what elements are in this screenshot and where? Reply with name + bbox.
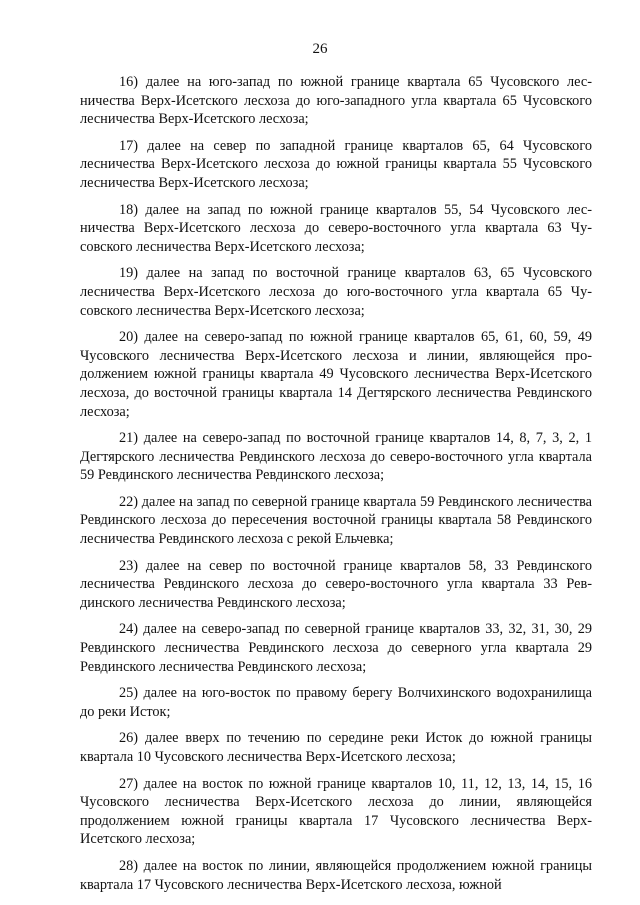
- paragraph-19: 19) далее на запад по восточной границе кварталов 63, 65 Чусовского лесничества Верх-Исетского лесхоза до юго-восточного угла квартала 65 Чусовского лесничества Верх-Исетского лесхоза;: [80, 265, 592, 319]
- paragraph-22: 22) далее на запад по северной границе квартала 59 Ревдинского лесничества Ревдинского лесхоза до пересечения восточной границы квартала 58 Ревдинского лесничества Ревдинского лесхоза с рекой Ельчевка;: [80, 493, 592, 548]
- paragraph-21: 21) далее на северо-запад по восточной границе кварталов 14, 8, 7, 3, 2, 1 Дегтярского лесничества Ревдинского лесхоза до северо-восточного угла квартала 59 Ревдинского лесничества Ревдинского лесхоза;: [80, 430, 592, 484]
- paragraph-17: 17) далее на север по западной границе кварталов 65, 64 Чусовского лесничества Верх-Исетского лесхоза до южной границы квартала 55 Чусовского лесничества Верх-Исетского лесхоза;: [80, 137, 592, 191]
- document-body: [80, 73, 592, 902]
- paragraph-27: 27) далее на восток по южной границе кварталов 10, 11, 12, 13, 14, 15, 16 Чусовского лесничества Верх-Исетского лесхоза до линии, являющейся продолжением южной границы квартала 17 Чусовского лесничества Верх-Исетского лесхоза;: [80, 775, 592, 848]
- paragraph-23: 23) далее на север по восточной границе кварталов 58, 33 Ревдинского лесничества Ревдинского лесхоза до северо-восточного угла квартала 33 Ревдинского лесничества Ревдинского лесхоза;: [80, 557, 592, 611]
- paragraph-24: 24) далее на северо-запад по северной границе кварталов 33, 32, 31, 30, 29 Ревдинского лесничества Ревдинского лесхоза до северного угла квартала 29 Ревдинского лесничества Ревдинского лесхоза;: [80, 621, 592, 675]
- paragraph-26: 26) далее вверх по течению по середине реки Исток до южной границы квартала 10 Чусовского лесничества Верх-Исетского лесхоза;: [80, 730, 592, 765]
- paragraph-16: 16) далее на юго-запад по южной границе квартала 65 Чусовского лесничества Верх-Исетского лесхоза до юго-западного угла квартала 65 Чусовского лесничества Верх-Исетского лесхоза;: [80, 74, 592, 128]
- paragraph-18: 18) далее на запад по южной границе кварталов 55, 54 Чусовского лесничества Верх-Исетского лесхоза до северо-восточного угла квартала 63 Чусовского лесничества Верх-Исетского лесхоза;: [80, 201, 592, 255]
- paragraph-28: 28) далее на восток по линии, являющейся продолжением южной границы квартала 17 Чусовского лесничества Верх-Исетского лесхоза, южной: [80, 857, 592, 893]
- page-number: 26: [312, 41, 328, 57]
- paragraph-20: 20) далее на северо-запад по южной границе кварталов 65, 61, 60, 59, 49 Чусовского лесничества Верх-Исетского лесхоза и линии, являющейся продолжением южной границы квартала 49 Чусовского лесничества Верх-Исетского лесхоза, до восточной границы квартала 14 Дегтярского лесничества Ревдинского лесхоза;: [80, 329, 592, 420]
- paragraph-25: 25) далее на юго-восток по правому берегу Волчихинского водохранилища до реки Исток;: [80, 685, 592, 720]
